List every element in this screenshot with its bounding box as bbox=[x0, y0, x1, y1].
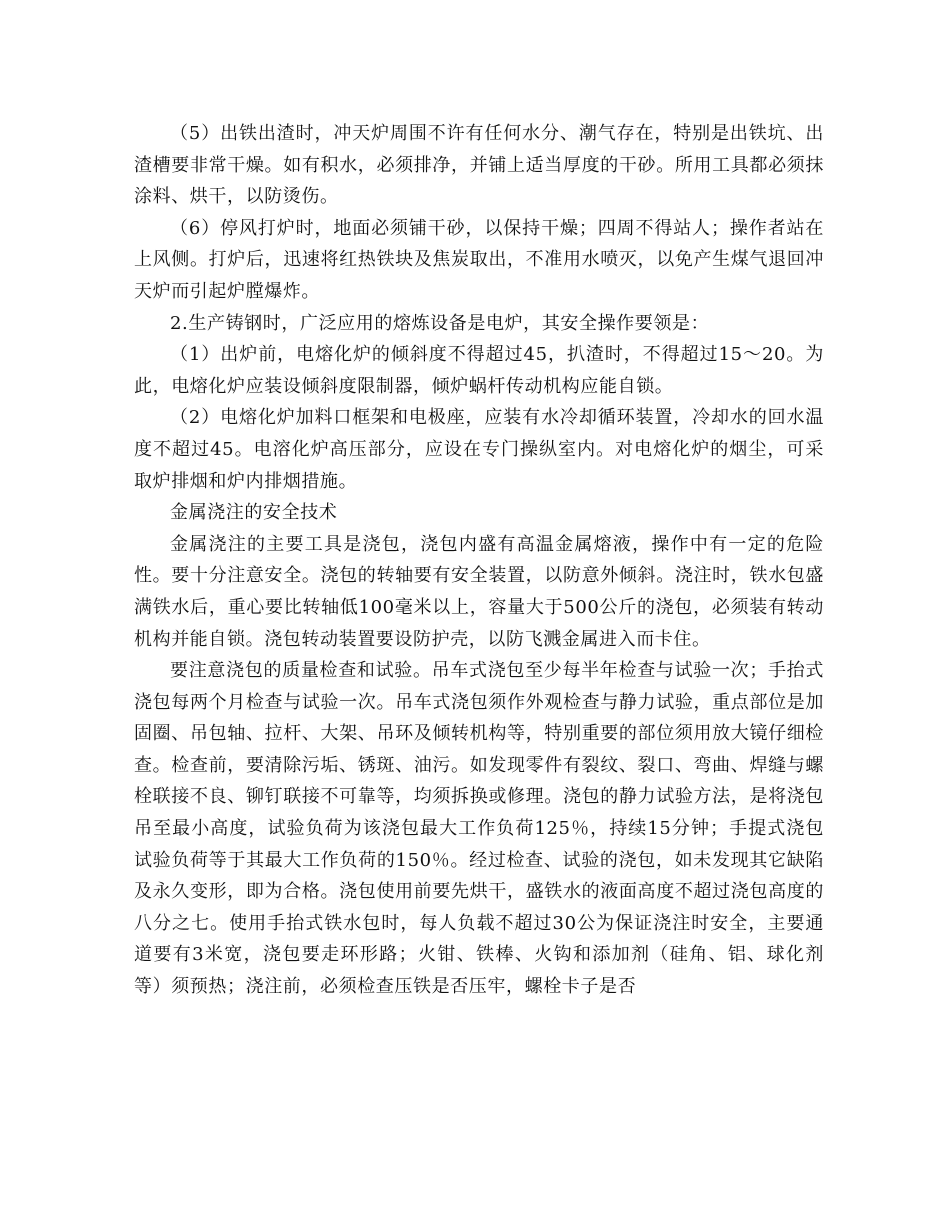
paragraph-ladle-inspection: 要注意浇包的质量检查和试验。吊车式浇包至少每半年检查与试验一次；手抬式浇包每两个月检查与试验一次。吊车式浇包须作外观检查与静力试验，重点部位是加固圈、吊包轴、拉杆、大架、吊环及倾转机构等，特别重要的部位须用放大镜仔细检查。检查前，要清除污垢、锈斑、油污。如发现零件有裂纹、裂口、弯曲、焊缝与螺栓联接不良、铆钉联接不可靠等，均须拆换或修理。浇包的静力试验方法，是将浇包吊至最小高度，试验负荷为该浇包最大工作负荷125％，持续15分钟；手提式浇包试验负荷等于其最大工作负荷的150％。经过检查、试验的浇包，如未发现其它缺陷及永久变形，即为合格。浇包使用前要先烘干，盛铁水的液面高度不超过浇包高度的八分之七。使用手抬式铁水包时，每人负载不超过30公为保证浇注时安全，主要通道要有3米宽，浇包要走环形路；火钳、铁棒、火钩和添加剂（硅角、铝、球化剂等）须预热；浇注前，必须检查压铁是否压牢，螺栓卡子是否 bbox=[134, 660, 824, 998]
paragraph-furnace-tilt: （1）出炉前，电熔化炉的倾斜度不得超过45，扒渣时，不得超过15～20。为此，电熔化炉应装设倾斜度限制器，倾炉蜗杆传动机构应能自锁。 bbox=[134, 344, 824, 397]
paragraph-cast-steel-intro: 2.生产铸钢时，广泛应用的熔炼设备是电炉，其安全操作要领是： bbox=[170, 312, 710, 334]
paragraph-cupola-tapping: （5）出铁出渣时，冲天炉周围不许有任何水分、潮气存在，特别是出铁坑、出渣槽要非常干燥。如有积水，必须排净，并铺上适当厚度的干砂。所用工具都必须抹涂料、烘干，以防烫伤。 bbox=[134, 123, 824, 208]
document-body bbox=[134, 118, 824, 1003]
paragraph-ladle-tools: 金属浇注的主要工具是浇包，浇包内盛有高温金属熔液，操作中有一定的危险性。要十分注意安全。浇包的转轴要有安全装置，以防意外倾斜。浇注时，铁水包盛满铁水后，重心要比转轴低100毫米以上，容量大于500公斤的浇包，必须装有转动机构并能自锁。浇包转动装置要设防护壳，以防飞溅金属进入而卡住。 bbox=[134, 533, 824, 650]
paragraph-furnace-cooling: （2）电熔化炉加料口框架和电极座，应装有水冷却循环装置，冷却水的回水温度不超过45。电溶化炉高压部分，应设在专门操纵室内。对电熔化炉的烟尘，可采取炉排烟和炉内排烟措施。 bbox=[134, 407, 824, 492]
section-heading-pouring-safety: 金属浇注的安全技术 bbox=[170, 502, 338, 524]
paragraph-cupola-shutdown: （6）停风打炉时，地面必须铺干砂，以保持干燥；四周不得站人；操作者站在上风侧。打炉后，迅速将红热铁块及焦炭取出，不准用水喷灭，以免产生煤气退回冲天炉而引起炉膛爆炸。 bbox=[134, 217, 824, 302]
